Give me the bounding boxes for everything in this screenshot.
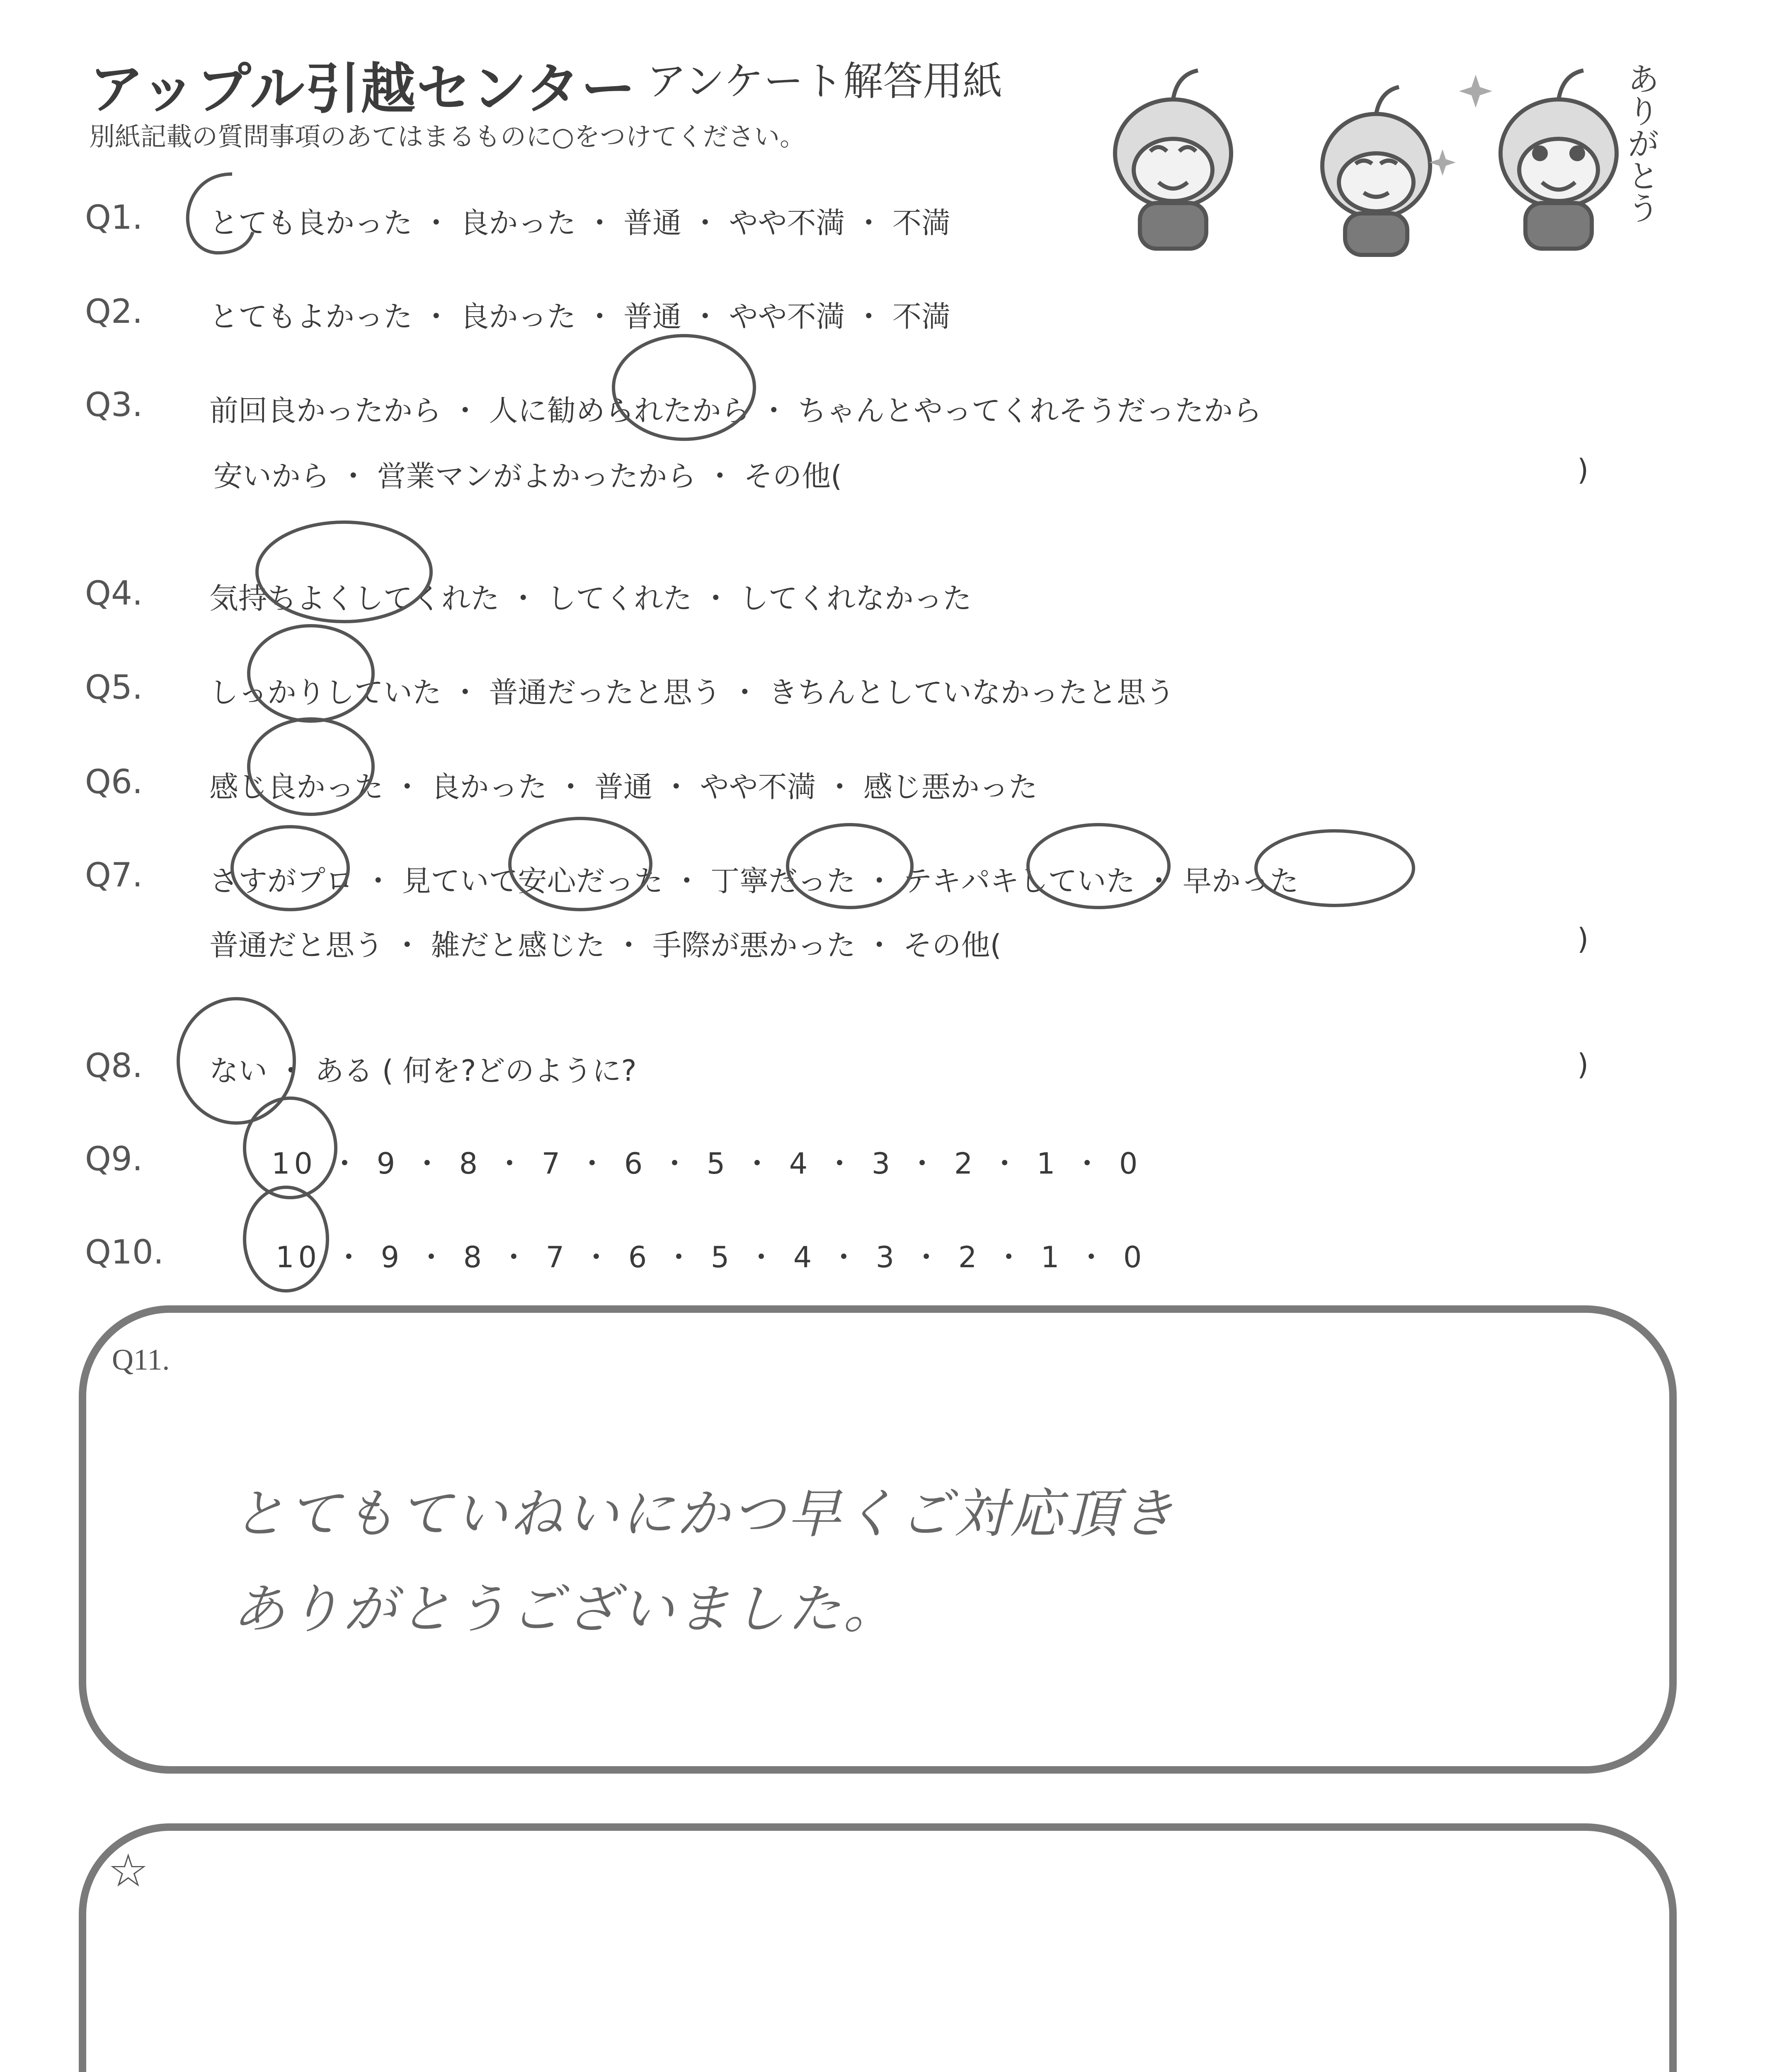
q8-number: Q8.: [85, 1046, 143, 1085]
q5-number: Q5.: [85, 668, 143, 707]
monkey-mascot-icon: [1078, 50, 1691, 265]
q9-number: Q9.: [85, 1140, 143, 1178]
q5-options: しっかりしていた ・ 普通だったと思う ・ きちんとしていなかったと思う: [209, 675, 1175, 709]
mascot-caption: ありがとう: [1622, 62, 1659, 224]
form-instruction: 別紙記載の質問事項のあてはまるものに○をつけてください。: [89, 121, 806, 152]
q6-options: 感じ良かった ・ 良かった ・ 普通 ・ やや不満 ・ 感じ悪かった: [209, 770, 1038, 804]
q10-scale: 10 ・ 9 ・ 8 ・ 7 ・ 6 ・ 5 ・ 4 ・ 3 ・ 2 ・ 1 ・ 0: [276, 1240, 1146, 1274]
q8-close-paren: ): [1577, 1048, 1589, 1082]
q6-number: Q6.: [85, 762, 143, 801]
q1-options: とても良かった ・ 良かった ・ 普通 ・ やや不満 ・ 不満: [209, 206, 951, 240]
q7-number: Q7.: [85, 856, 143, 894]
q7-options: さすがプロ ・ 見ていて安心だった ・ 丁寧だった ・ テキパキしていた ・ 早かった: [209, 864, 1299, 898]
q10-number: Q10.: [85, 1233, 164, 1271]
q11-handwritten-line2: ありがとうございました。: [232, 1578, 899, 1640]
q3-number: Q3.: [85, 385, 143, 424]
q11-handwritten-line1: とてもていねいにかつ早くご対応頂き: [232, 1483, 1177, 1545]
q11-label: Q11.: [112, 1343, 170, 1376]
q2-number: Q2.: [85, 292, 143, 331]
form-title: アップル引越センター: [89, 57, 637, 121]
q3-options-line2: 安いから ・ 営業マンがよかったから ・ その他(: [213, 459, 842, 493]
star-icon: ☆: [108, 1844, 149, 1897]
q3-close-paren: ): [1577, 453, 1589, 487]
form-subtitle: アンケート解答用紙: [647, 58, 1003, 104]
q3-options: 前回良かったから ・ 人に勧められたから ・ ちゃんとやってくれそうだったから: [209, 394, 1262, 428]
q1-number: Q1.: [85, 198, 143, 237]
q4-options: 気持ちよくしてくれた ・ してくれた ・ してくれなかった: [209, 581, 972, 615]
star-comment-box: [79, 1823, 1677, 2072]
q7-options-line2: 普通だと思う ・ 雑だと感じた ・ 手際が悪かった ・ その他(: [209, 928, 1001, 962]
q8-options: ない ・ ある ( 何を?どのように?: [209, 1054, 637, 1088]
q4-number: Q4.: [85, 574, 143, 612]
q9-scale: 10 ・ 9 ・ 8 ・ 7 ・ 6 ・ 5 ・ 4 ・ 3 ・ 2 ・ 1 ・ 0: [272, 1147, 1142, 1181]
q2-options: とてもよかった ・ 良かった ・ 普通 ・ やや不満 ・ 不満: [209, 300, 951, 334]
q7-close-paren: ): [1577, 922, 1589, 956]
